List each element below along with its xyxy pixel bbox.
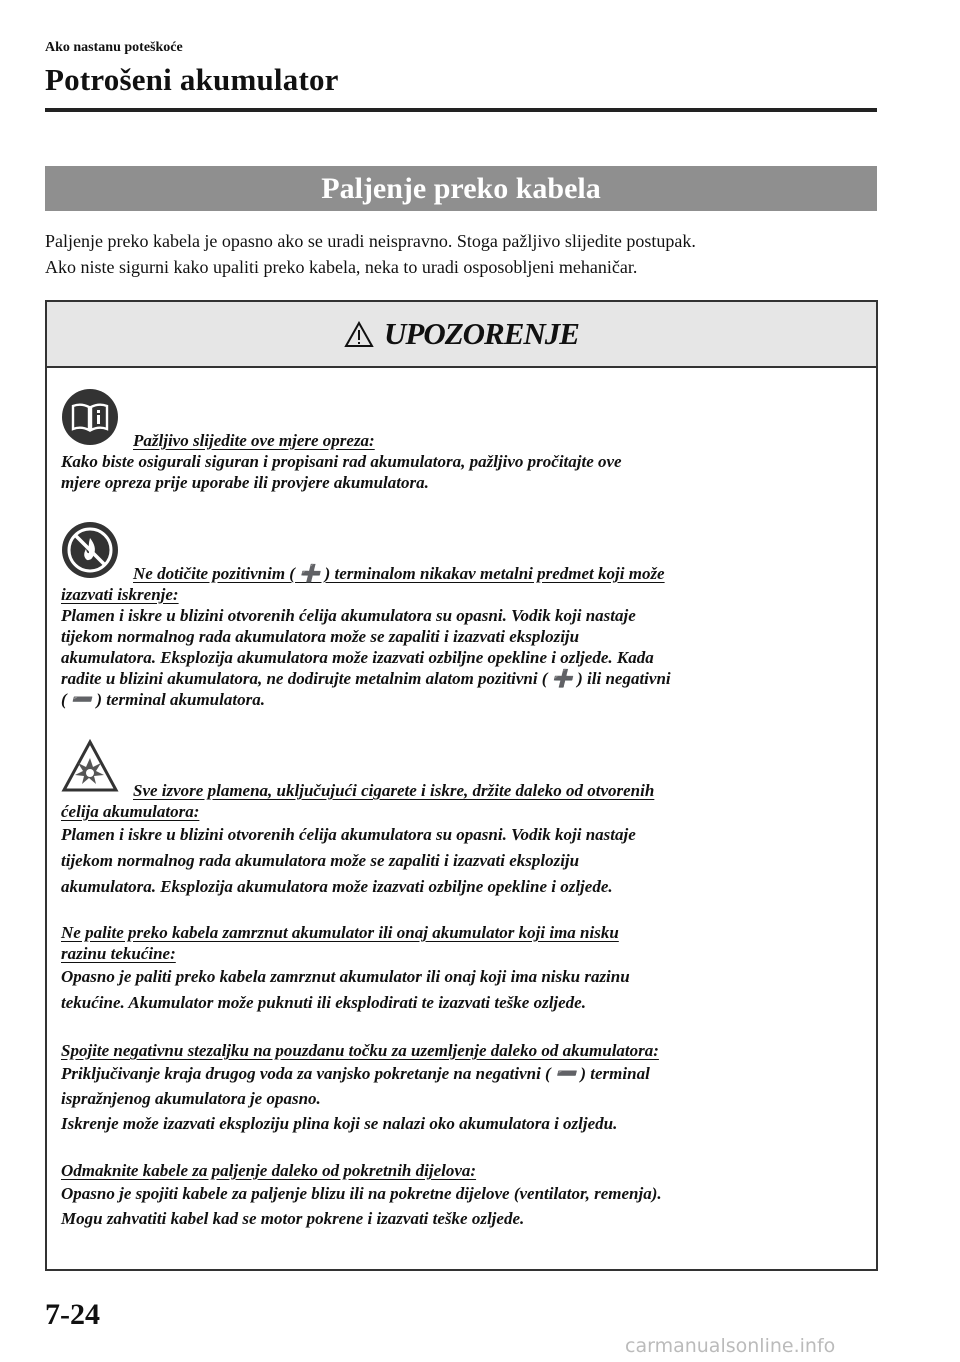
explosion-warning-icon — [61, 738, 119, 796]
item-text: Mogu zahvatiti kabel kad se motor pokrene i izazvati teške ozljede. — [61, 1209, 525, 1228]
warning-triangle-icon — [344, 321, 374, 348]
item-text: Opasno je spojiti kabele za paljenje blizu ili na pokretne dijelove (ventilator, remenja). — [61, 1184, 662, 1203]
item-text: tijekom normalnog rada akumulatora može se zapaliti i izazvati eksploziju — [61, 851, 580, 870]
item-title: Ne dotičite pozitivnim ( ➕ ) terminalom nikakav metalni predmet koji može — [133, 564, 665, 583]
warning-item — [61, 922, 866, 1016]
item-text: akumulatora. Eksplozija akumulatora može izazvati ozbiljne opekline i ozljede. — [61, 877, 613, 896]
item-title: Sve izvore plamena, uključujući cigarete i iskre, držite daleko od otvorenih — [133, 781, 655, 800]
warning-body — [61, 388, 866, 1231]
header-divider — [45, 108, 877, 112]
item-title: razinu tekućine: — [61, 944, 176, 963]
item-text: Iskrenje može izazvati eksploziju plina koji se nalazi oko akumulatora i ozljedu. — [61, 1114, 618, 1133]
item-text: akumulatora. Eksplozija akumulatora može izazvati ozbiljne opekline i ozljede. Kada — [61, 648, 654, 667]
intro-line: Ako niste sigurni kako upaliti preko kabela, neka to uradi osposobljeni mehaničar. — [45, 257, 638, 277]
warning-box — [45, 300, 878, 1271]
item-title: Spojite negativnu stezaljku na pouzdanu točku za uzemljenje daleko od akumulatora: — [61, 1041, 659, 1060]
warning-item — [61, 738, 866, 900]
item-text: ( ➖ ) terminal akumulatora. — [61, 690, 265, 709]
item-text: ispražnjenog akumulatora je opasno. — [61, 1089, 321, 1108]
item-text: Opasno je paliti preko kabela zamrznut akumulator ili onaj koji ima nisku razinu — [61, 967, 630, 986]
warning-item — [61, 521, 866, 710]
page-number: 7-24 — [45, 1298, 100, 1331]
item-title: Ne palite preko kabela zamrznut akumulator ili onaj akumulator koji ima nisku — [61, 923, 619, 942]
warning-item — [61, 388, 866, 493]
item-text: tekućine. Akumulator može puknuti ili eksplodirati te izazvati teške ozljede. — [61, 993, 586, 1012]
manual-info-icon — [61, 388, 119, 446]
item-title: Pažljivo slijedite ove mjere opreza: — [133, 431, 375, 450]
item-text: radite u blizini akumulatora, ne dodirujte metalnim alatom pozitivni ( ➕ ) ili negativni — [61, 669, 671, 688]
item-text: Priključivanje kraja drugog voda za vanjsko pokretanje na negativni ( ➖ ) terminal — [61, 1064, 650, 1083]
item-title: Odmaknite kabele za paljenje daleko od pokretnih dijelova: — [61, 1161, 477, 1180]
running-header: Ako nastanu poteškoće — [45, 40, 183, 55]
item-text: tijekom normalnog rada akumulatora može se zapaliti i izazvati eksploziju — [61, 627, 580, 646]
warning-header — [47, 302, 876, 368]
item-title: izazvati iskrenje: — [61, 585, 179, 604]
item-text: Plamen i iskre u blizini otvorenih ćelija akumulatora su opasni. Vodik koji nastaje — [61, 825, 636, 844]
intro-text — [45, 228, 885, 280]
item-text: Plamen i iskre u blizini otvorenih ćelija akumulatora su opasni. Vodik koji nastaje — [61, 606, 636, 625]
section-banner: Paljenje preko kabela — [45, 166, 877, 211]
warning-heading: UPOZORENJE — [384, 316, 579, 351]
item-title: ćelija akumulatora: — [61, 802, 200, 821]
warning-item — [61, 1160, 866, 1231]
no-flame-icon — [61, 521, 119, 579]
intro-line: Paljenje preko kabela je opasno ako se uradi neispravno. Stoga pažljivo slijedite postupak. — [45, 231, 696, 251]
warning-item — [61, 1040, 866, 1136]
item-text: mjere opreza prije uporabe ili provjere akumulatora. — [61, 473, 429, 492]
item-text: Kako biste osigurali siguran i propisani rad akumulatora, pažljivo pročitajte ove — [61, 452, 622, 471]
page-title: Potrošeni akumulator — [45, 62, 339, 97]
watermark: carmanualsonline.info — [625, 1335, 836, 1357]
